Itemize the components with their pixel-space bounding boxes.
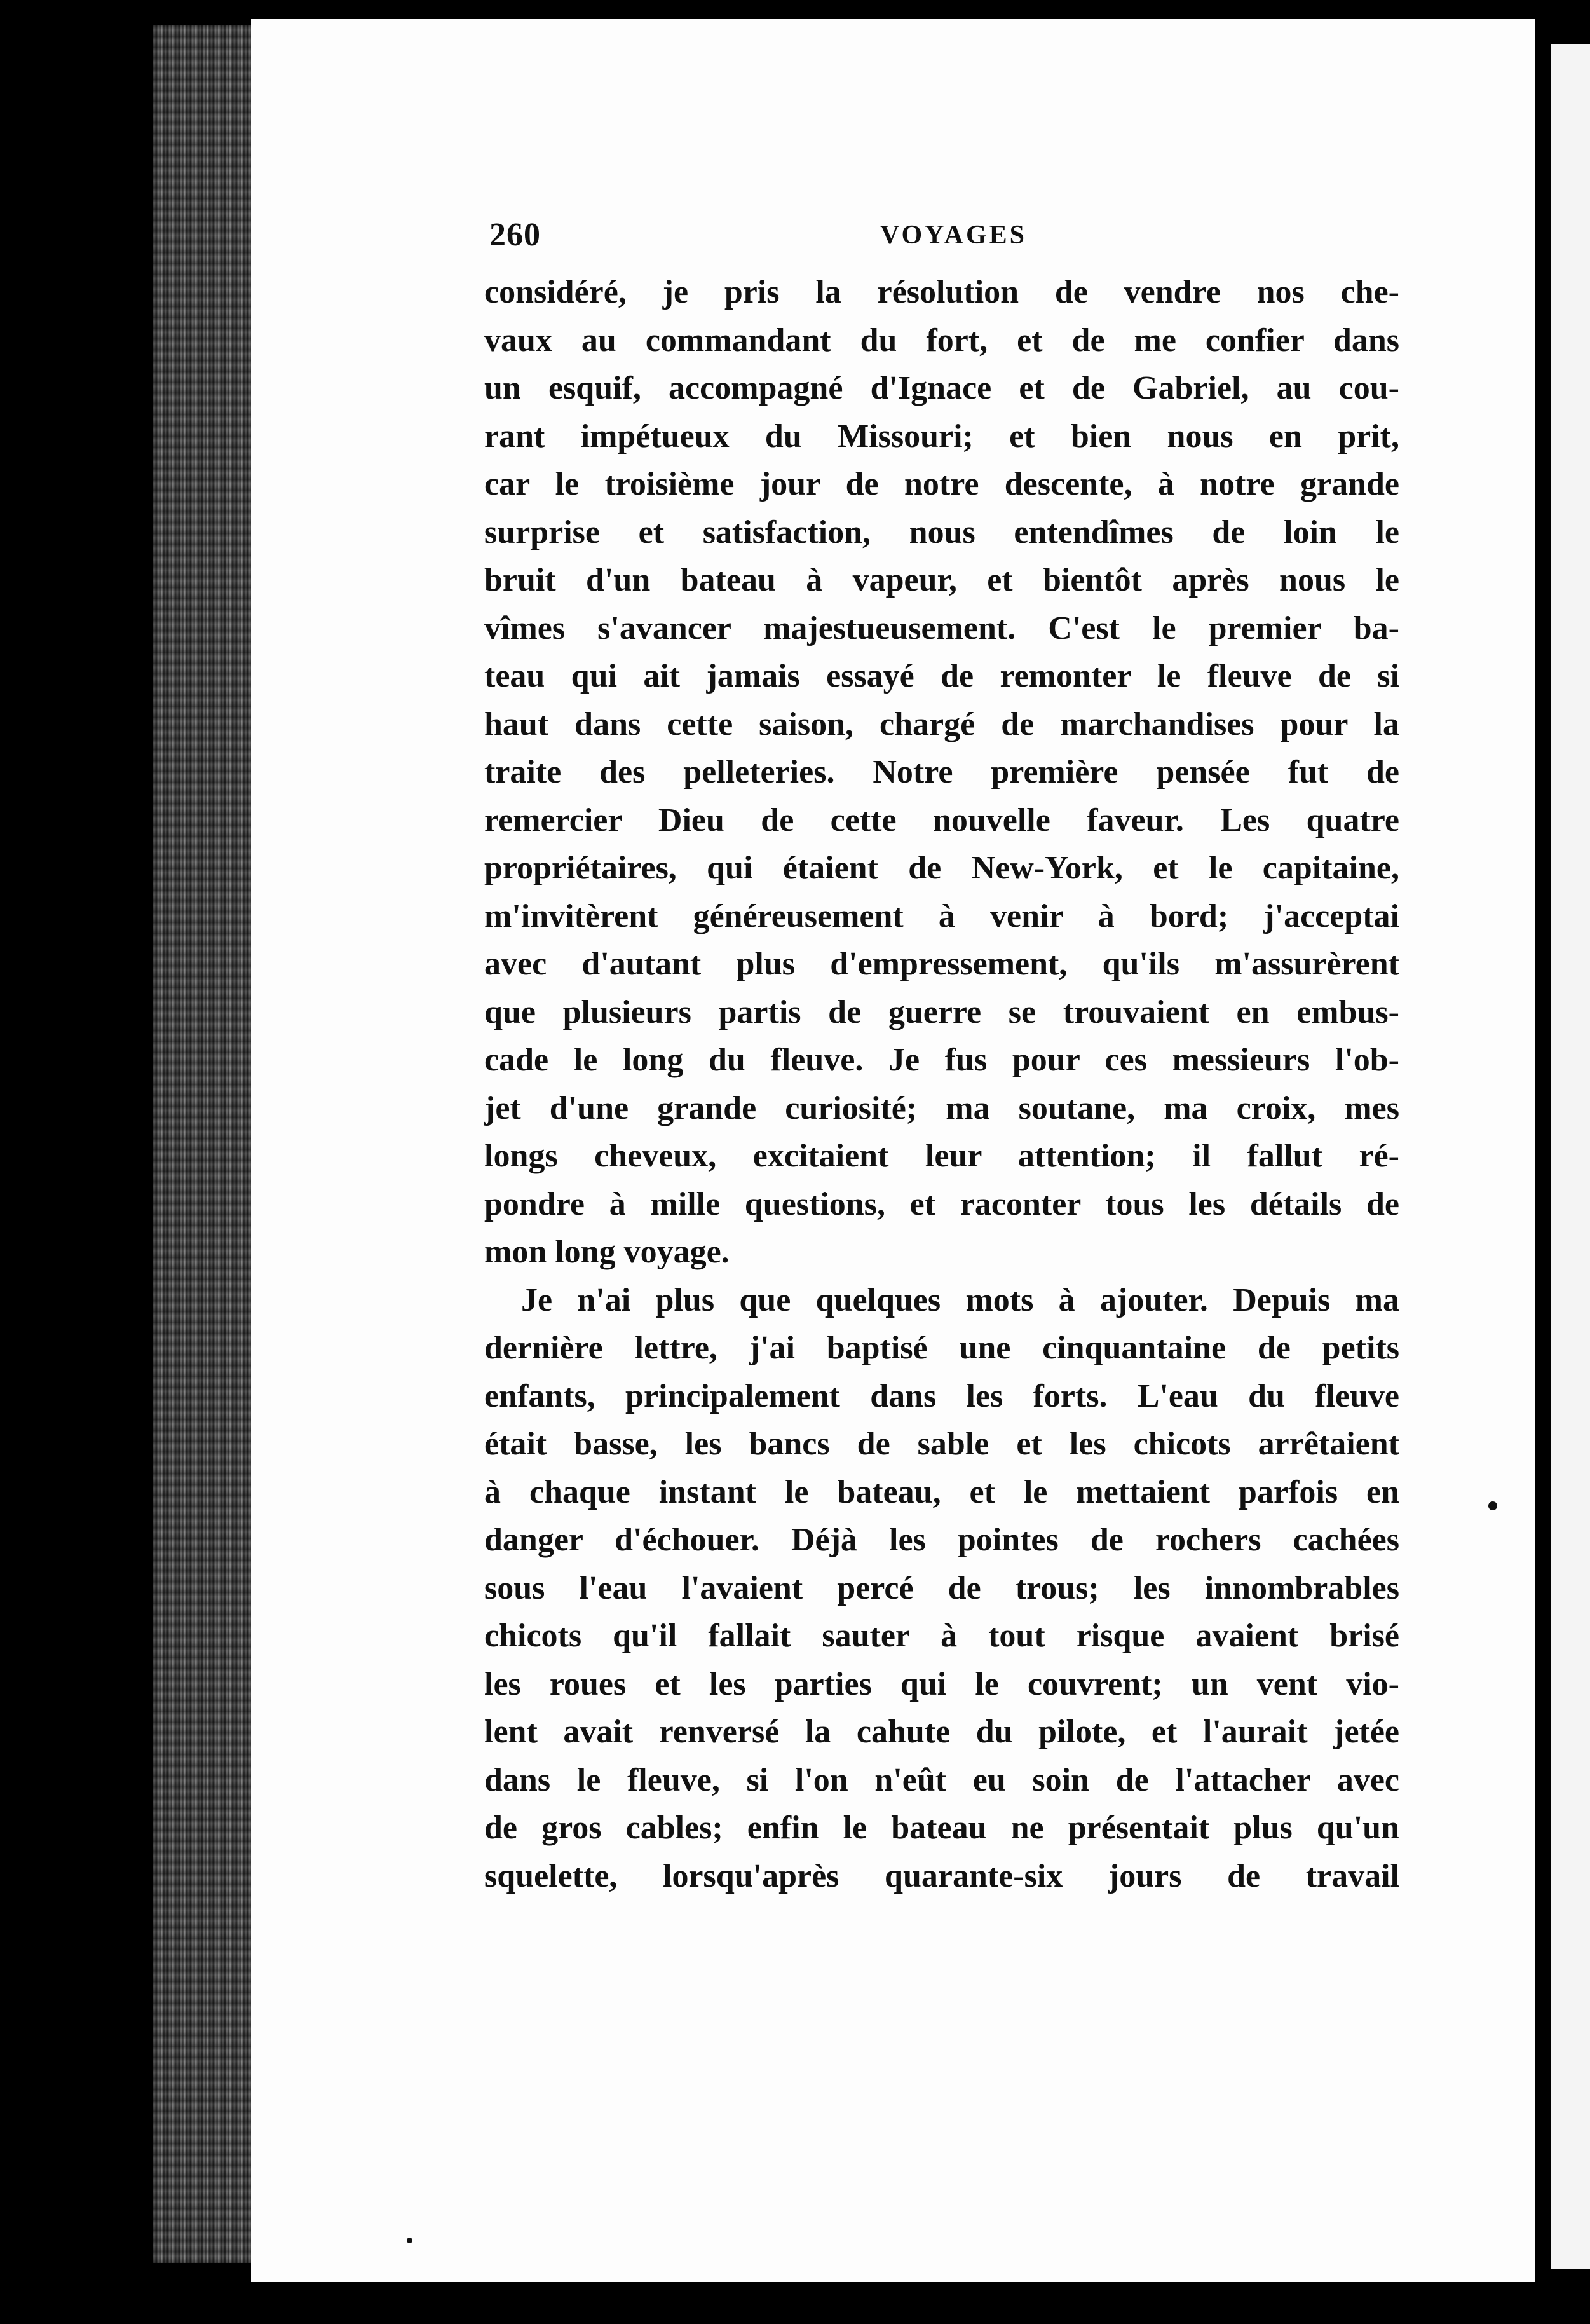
text-line: traite des pelleteries. Notre première pensée fut de [484,754,1399,790]
text-line: à chaque instant le bateau, et le mettaient parfois en [484,1473,1399,1510]
text-line: haut dans cette saison, chargé de marchandises pour la [484,706,1399,742]
text-line: squelette, lorsqu'après quarante-six jours de travail [484,1857,1399,1894]
text-line: cade le long du fleuve. Je fus pour ces messieurs l'ob- [484,1042,1399,1078]
body-text [484,268,1399,1900]
text-line: enfants, principalement dans les forts. L'eau du fleuve [484,1377,1399,1414]
text-line: pondre à mille questions, et raconter tous les détails de [484,1186,1399,1222]
text-line: considéré, je pris la résolution de vendre nos che- [484,274,1399,310]
ink-speck [407,2238,412,2243]
text-line: teau qui ait jamais essayé de remonter le fleuve de si [484,658,1399,694]
text-line: dans le fleuve, si l'on n'eût eu soin de l'attacher avec [484,1761,1399,1798]
text-line: remercier Dieu de cette nouvelle faveur. Les quatre [484,802,1399,838]
text-line: propriétaires, qui étaient de New-York, et le capitaine, [484,850,1399,886]
text-line: avec d'autant plus d'empressement, qu'ils m'assurèrent [484,946,1399,982]
text-line: chicots qu'il fallait sauter à tout risque avaient brisé [484,1618,1399,1654]
text-line: rant impétueux du Missouri; et bien nous en prit, [484,418,1399,455]
text-line: vaux au commandant du fort, et de me confier dans [484,322,1399,359]
paragraph-end-line: mon long voyage. [484,1234,730,1270]
text-line: les roues et les parties qui le couvrent; un vent vio- [484,1665,1399,1702]
text-line: vîmes s'avancer majestueusement. C'est le premier ba- [484,610,1399,646]
text-line: que plusieurs partis de guerre se trouvaient en embus- [484,994,1399,1030]
text-line: surprise et satisfaction, nous entendîmes de loin le [484,514,1399,550]
text-line: était basse, les bancs de sable et les chicots arrêtaient [484,1426,1399,1462]
text-line: un esquif, accompagné d'Ignace et de Gabriel, au cou- [484,370,1399,406]
page-edge-stack [153,25,254,2263]
text-line: jet d'une grande curiosité; ma soutane, ma croix, mes [484,1090,1399,1126]
text-line: bruit d'un bateau à vapeur, et bientôt après nous le [484,562,1399,598]
text-line: m'invitèrent généreusement à venir à bord; j'acceptai [484,898,1399,934]
ink-speck [1488,1501,1497,1510]
text-line: dernière lettre, j'ai baptisé une cinquantaine de petits [484,1330,1399,1366]
page-header [489,216,1392,261]
paragraph-start-line: Je n'ai plus que quelques mots à ajouter. Depuis ma [521,1282,1399,1318]
text-line: danger d'échouer. Déjà les pointes de rochers cachées [484,1522,1399,1558]
page-number: 260 [489,217,541,253]
text-line: lent avait renversé la cahute du pilote, et l'aurait jetée [484,1714,1399,1750]
text-line: sous l'eau l'avaient percé de trous; les innombrables [484,1569,1399,1606]
text-line: de gros cables; enfin le bateau ne présentait plus qu'un [484,1810,1399,1846]
facing-page-edge [1551,44,1590,2269]
text-line: longs cheveux, excitaient leur attention; il fallut ré- [484,1138,1399,1174]
text-line: car le troisième jour de notre descente, à notre grande [484,466,1399,502]
running-head: VOYAGES [880,221,1028,250]
